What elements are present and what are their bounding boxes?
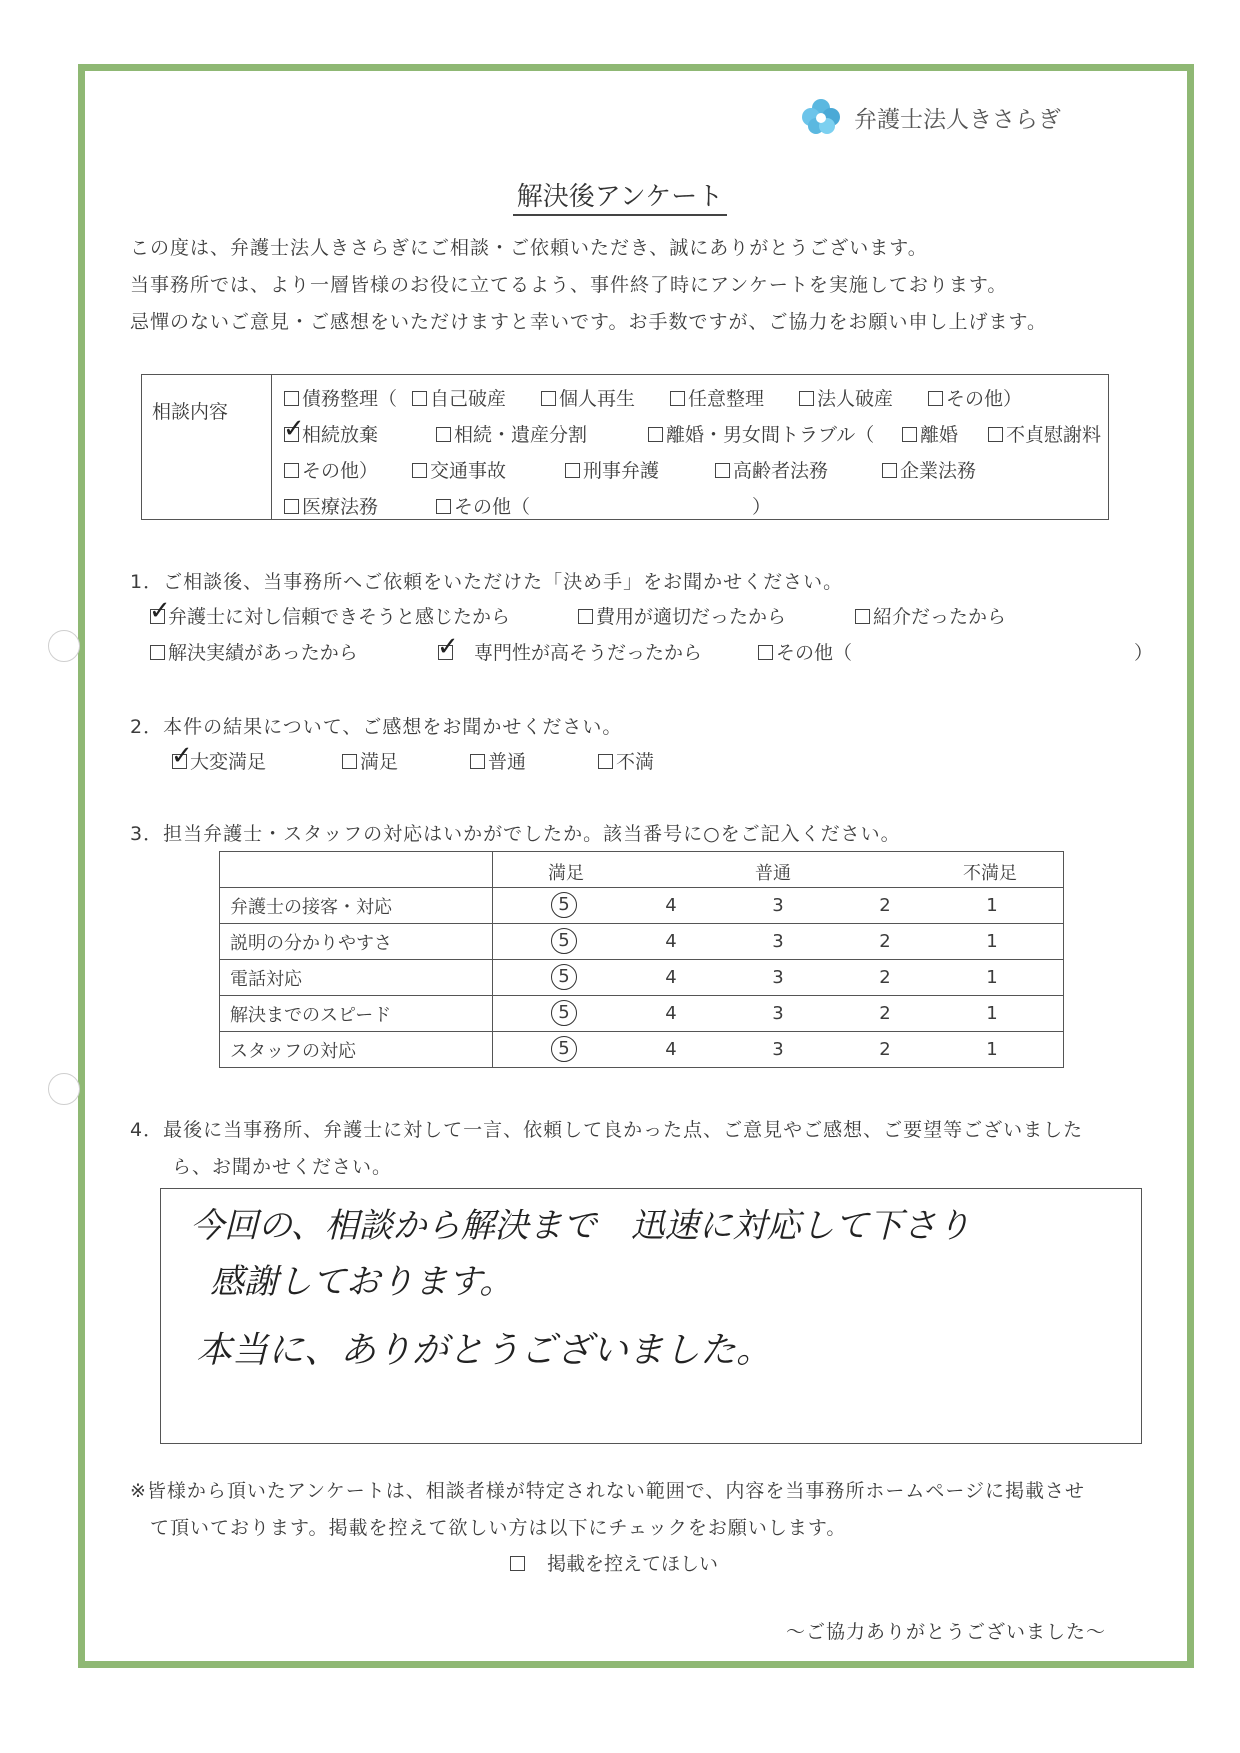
rating-1[interactable]: 1 — [986, 1003, 998, 1024]
rating-1[interactable]: 1 — [986, 1039, 998, 1060]
consult-label-cell — [141, 374, 272, 520]
q2-opt-unsatisfied[interactable]: 不満 — [598, 747, 654, 774]
row-label: 解決までのスピード — [220, 996, 493, 1032]
q2-opt-satisfied[interactable]: 満足 — [342, 747, 398, 774]
rating-2[interactable]: 2 — [879, 1039, 891, 1060]
opt-voluntary[interactable]: 任意整理 — [670, 384, 764, 411]
rating-header-row — [220, 852, 1064, 888]
rating-4[interactable]: 4 — [665, 967, 677, 988]
rating-4[interactable]: 4 — [665, 1039, 677, 1060]
checkbox-icon[interactable] — [436, 427, 451, 442]
notice-line-2: て頂いております。掲載を控えて欲しい方は以下にチェックをお願いします。 — [150, 1517, 847, 1539]
opt-elderly[interactable]: 高齢者法務 — [715, 456, 828, 483]
rating-5-selected[interactable]: 5 — [551, 928, 577, 954]
table-row — [220, 1032, 1064, 1068]
row-label: 説明の分かりやすさ — [220, 924, 493, 960]
punch-hole — [48, 1073, 80, 1105]
checkmark-icon: ✓ — [283, 414, 305, 444]
checkbox-icon[interactable] — [436, 499, 451, 514]
header-good: 満足 — [548, 863, 584, 884]
opt-divorce[interactable]: 離婚・男女間トラブル（ — [648, 420, 874, 447]
checkbox-icon[interactable] — [541, 391, 556, 406]
q1-opt-referral[interactable]: 紹介だったから — [855, 602, 1006, 629]
opt-criminal[interactable]: 刑事弁護 — [565, 456, 659, 483]
q4-question-line-1: 4．最後に当事務所、弁護士に対して一言、依頼して良かった点、ご意見やご感想、ご要望等ございました — [130, 1119, 1084, 1141]
opt-inherit[interactable]: 相続・遺産分割 — [436, 420, 587, 447]
intro-line-1: この度は、弁護士法人きさらぎにご相談・ご依頼いただき、誠にありがとうございます。 — [130, 237, 928, 259]
rating-table — [219, 851, 1064, 1068]
rating-1[interactable]: 1 — [986, 967, 998, 988]
checkbox-icon[interactable] — [284, 463, 299, 478]
checkbox-icon[interactable] — [902, 427, 917, 442]
q2-opt-normal[interactable]: 普通 — [470, 747, 526, 774]
page-title: 解決後アンケート — [0, 176, 1240, 213]
checkmark-icon: ✓ — [149, 596, 171, 626]
checkmark-icon: ✓ — [171, 741, 193, 771]
rating-2[interactable]: 2 — [879, 931, 891, 952]
rating-3[interactable]: 3 — [772, 895, 784, 916]
opt-medical[interactable]: 医療法務 — [284, 492, 378, 519]
table-row — [220, 888, 1064, 924]
q1-opt-record[interactable]: 解決実績があったから — [150, 638, 358, 665]
optout-option[interactable]: 掲載を控えてほしい — [510, 1549, 718, 1576]
checkbox-icon[interactable] — [150, 645, 165, 660]
q1-opt-expert[interactable]: ✓ 専門性が高そうだったから — [437, 632, 703, 664]
org-name: 弁護士法人きさらぎ — [854, 106, 1061, 133]
rating-1[interactable]: 1 — [986, 895, 998, 916]
checkbox-icon[interactable] — [171, 741, 193, 771]
checkbox-icon[interactable] — [284, 391, 299, 406]
intro-line-2: 当事務所では、より一層皆様のお役に立てるよう、事件終了時にアンケートを実施しております。 — [130, 274, 1008, 296]
rating-3[interactable]: 3 — [772, 1003, 784, 1024]
q3-question: 3．担当弁護士・スタッフの対応はいかがでしたか。該当番号に○をご記入ください。 — [130, 823, 901, 845]
opt-inherit-renounce[interactable]: ✓ 相続放棄 — [283, 414, 379, 446]
checkbox-icon[interactable] — [648, 427, 663, 442]
rating-2[interactable]: 2 — [879, 895, 891, 916]
rating-4[interactable]: 4 — [665, 895, 677, 916]
opt-alimony[interactable]: 不貞慰謝料 — [988, 420, 1101, 447]
opt-other3[interactable]: その他（ — [436, 492, 530, 519]
checkbox-icon[interactable] — [149, 596, 171, 626]
checkbox-icon[interactable] — [284, 499, 299, 514]
q1-opt-fee[interactable]: 費用が適切だったから — [578, 602, 786, 629]
checkbox-icon[interactable] — [412, 463, 427, 478]
checkbox-icon[interactable] — [342, 754, 357, 769]
opt-other1[interactable]: その他） — [928, 384, 1022, 411]
rating-5-selected[interactable]: 5 — [551, 964, 577, 990]
q1-question: 1．ご相談後、当事務所へご依頼をいただけた「決め手」をお聞かせください。 — [130, 571, 844, 593]
opt-divorce2[interactable]: 離婚 — [902, 420, 958, 447]
closing-message: ～ご協力ありがとうございました～ — [786, 1621, 1107, 1643]
checkbox-icon[interactable] — [715, 463, 730, 478]
checkbox-icon[interactable] — [799, 391, 814, 406]
table-row — [220, 960, 1064, 996]
rating-4[interactable]: 4 — [665, 1003, 677, 1024]
header-bad: 不満足 — [963, 863, 1017, 884]
q2-question: 2．本件の結果について、ご感想をお聞かせください。 — [130, 716, 623, 738]
org-logo — [800, 98, 1061, 136]
q4-question-line-2: ら、お聞かせください。 — [172, 1156, 393, 1178]
checkbox-icon[interactable] — [565, 463, 580, 478]
opt-corp[interactable]: 法人破産 — [799, 384, 893, 411]
checkbox-icon[interactable] — [758, 645, 773, 660]
row-label: 電話対応 — [220, 960, 493, 996]
checkbox-icon[interactable] — [437, 632, 459, 662]
checkmark-icon: ✓ — [437, 632, 459, 662]
rating-3[interactable]: 3 — [772, 967, 784, 988]
opt-civil[interactable]: 個人再生 — [541, 384, 635, 411]
opt-other2[interactable]: その他） — [284, 456, 378, 483]
answer-line-1: 今回の、相談から解決まで 迅速に対応して下さり — [190, 1206, 971, 1246]
opt-traffic[interactable]: 交通事故 — [412, 456, 506, 483]
answer-line-3: 本当に、ありがとうございました。 — [196, 1330, 773, 1371]
row-label: 弁護士の接客・対応 — [220, 888, 493, 924]
checkbox-icon[interactable] — [928, 391, 943, 406]
checkbox-icon[interactable] — [578, 609, 593, 624]
punch-hole — [48, 630, 80, 662]
checkbox-icon[interactable] — [283, 414, 305, 444]
consult-label: 相談内容 — [152, 401, 229, 423]
checkbox-icon[interactable] — [412, 391, 427, 406]
row-label: スタッフの対応 — [220, 1032, 493, 1068]
checkbox-icon[interactable] — [470, 754, 485, 769]
opt-other3-close: ） — [752, 496, 772, 518]
table-row — [220, 996, 1064, 1032]
q1-opt-other[interactable]: その他（ — [758, 638, 852, 665]
checkbox-icon[interactable] — [598, 754, 613, 769]
rating-5-selected[interactable]: 5 — [551, 1036, 577, 1062]
rating-4[interactable]: 4 — [665, 931, 677, 952]
opt-business[interactable]: 企業法務 — [882, 456, 976, 483]
header-mid: 普通 — [755, 863, 791, 884]
q2-opt-very[interactable]: ✓ 大変満足 — [171, 741, 267, 773]
intro-line-3: 忌憚のないご意見・ご感想をいただけますと幸いです。お手数ですが、ご協力をお願い申し上げます。 — [130, 311, 1047, 333]
checkbox-icon[interactable] — [882, 463, 897, 478]
notice-line-1: ※皆様から頂いたアンケートは、相談者様が特定されない範囲で、内容を当事務所ホームページに掲載させ — [130, 1480, 1086, 1502]
opt-bankrupt[interactable]: 自己破産 — [412, 384, 506, 411]
rating-2[interactable]: 2 — [879, 967, 891, 988]
rating-3[interactable]: 3 — [772, 931, 784, 952]
checkbox-icon[interactable] — [670, 391, 685, 406]
table-row — [220, 924, 1064, 960]
answer-line-2: 感謝しております。 — [210, 1262, 514, 1302]
opt-debt[interactable]: 債務整理（ — [284, 384, 397, 411]
rating-5-selected[interactable]: 5 — [551, 1000, 577, 1026]
checkbox-icon[interactable] — [988, 427, 1003, 442]
q1-opt-other-close: ） — [1134, 642, 1154, 664]
rating-5-selected[interactable]: 5 — [551, 892, 577, 918]
flower-logo-icon — [800, 98, 842, 136]
rating-1[interactable]: 1 — [986, 931, 998, 952]
q1-opt-trust[interactable]: ✓ 弁護士に対し信頼できそうと感じたから — [149, 596, 511, 628]
checkbox-icon[interactable] — [855, 609, 870, 624]
rating-3[interactable]: 3 — [772, 1039, 784, 1060]
checkbox-icon[interactable] — [510, 1556, 525, 1571]
rating-2[interactable]: 2 — [879, 1003, 891, 1024]
